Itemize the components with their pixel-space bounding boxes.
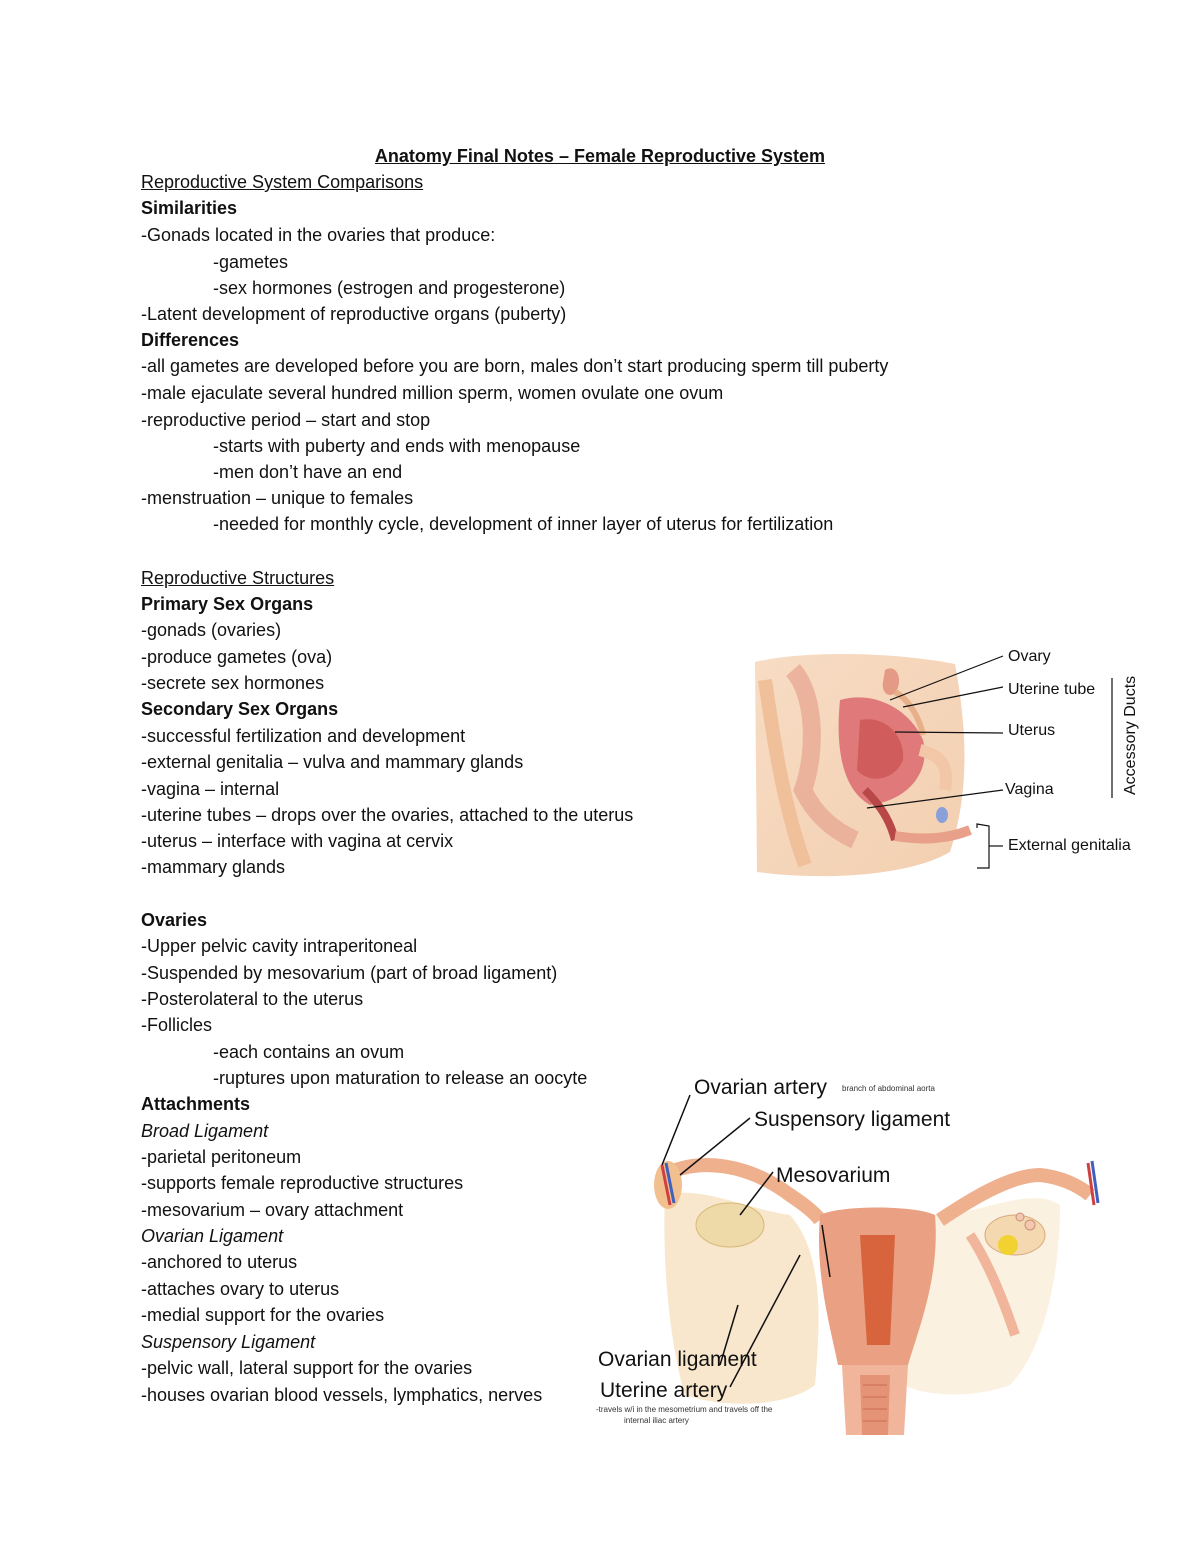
difference-line: -men don’t have an end: [213, 462, 403, 482]
difference-line: -needed for monthly cycle, development of inner layer of uterus for fertilization: [213, 514, 834, 534]
ovarian-line: -medial support for the ovaries: [141, 1305, 385, 1325]
ovaries-heading: Ovaries: [141, 910, 208, 930]
difference-line: -male ejaculate several hundred million sperm, women ovulate one ovum: [141, 383, 724, 403]
uterine-artery-label: Uterine artery: [600, 1379, 728, 1402]
difference-line: -starts with puberty and ends with menopause: [213, 436, 581, 456]
difference-line: -menstruation – unique to females: [141, 488, 414, 508]
similarity-line: -Gonads located in the ovaries that produce:: [141, 225, 496, 245]
suspensory-line: -houses ovarian blood vessels, lymphatics, nerves: [141, 1385, 543, 1405]
secondary-line: -external genitalia – vulva and mammary glands: [141, 752, 524, 772]
mesovarium-label: Mesovarium: [776, 1164, 891, 1187]
ovaries-line: -Upper pelvic cavity intraperitoneal: [141, 936, 418, 956]
secondary-heading: Secondary Sex Organs: [141, 699, 339, 719]
sagittal-illustration: [755, 654, 970, 876]
difference-line: -all gametes are developed before you are born, males don’t start producing sperm till puberty: [141, 356, 889, 376]
primary-line: -produce gametes (ova): [141, 647, 333, 667]
primary-line: -gonads (ovaries): [141, 620, 282, 640]
ovarian-artery-note: branch of abdominal aorta: [842, 1084, 935, 1093]
differences-heading: Differences: [141, 330, 240, 350]
broad-ligament-heading: Broad Ligament: [141, 1121, 269, 1141]
broad-line: -supports female reproductive structures: [141, 1173, 464, 1193]
ovarian-ligament-heading: Ovarian Ligament: [141, 1226, 284, 1246]
similarity-line: -Latent development of reproductive organs (puberty): [141, 304, 567, 324]
secondary-line: -vagina – internal: [141, 779, 280, 799]
accessory-ducts-label: Accessory Ducts: [1122, 675, 1139, 795]
broad-line: -parietal peritoneum: [141, 1147, 302, 1167]
ovarian-line: -anchored to uterus: [141, 1252, 298, 1272]
structures-heading: Reproductive Structures: [141, 568, 335, 588]
similarities-heading: Similarities: [141, 198, 238, 218]
uterine-artery-note-1: -travels w/i in the mesometrium and travels off the: [596, 1405, 773, 1414]
primary-line: -secrete sex hormones: [141, 673, 325, 693]
suspensory-line: -pelvic wall, lateral support for the ovaries: [141, 1358, 473, 1378]
vagina-label: Vagina: [1005, 781, 1054, 798]
uterus-label: Uterus: [1008, 722, 1056, 739]
difference-line: -reproductive period – start and stop: [141, 410, 431, 430]
ovaries-line: -Suspended by mesovarium (part of broad ligament): [141, 963, 558, 983]
anterior-diagram: [590, 1065, 1110, 1445]
attachments-heading: Attachments: [141, 1094, 251, 1114]
secondary-line: -uterus – interface with vagina at cervix: [141, 831, 454, 851]
secondary-line: -successful fertilization and development: [141, 726, 466, 746]
comparisons-heading: Reproductive System Comparisons: [141, 172, 424, 192]
ovarian-ligament-label: Ovarian ligament: [598, 1348, 757, 1371]
uterine-artery-note-2: internal iliac artery: [624, 1416, 689, 1425]
ovarian-artery-label: Ovarian artery: [694, 1076, 828, 1099]
broad-line: -mesovarium – ovary attachment: [141, 1200, 404, 1220]
ovaries-line: -each contains an ovum: [213, 1042, 405, 1062]
suspensory-ligament-label: Suspensory ligament: [754, 1108, 951, 1131]
primary-heading: Primary Sex Organs: [141, 594, 314, 614]
uterine-tube-label: Uterine tube: [1008, 681, 1096, 698]
suspensory-ligament-heading: Suspensory Ligament: [141, 1332, 316, 1352]
external-genitalia-label: External genitalia: [1008, 837, 1131, 854]
ovary-label: Ovary: [1008, 648, 1051, 665]
ovaries-line: -ruptures upon maturation to release an oocyte: [213, 1068, 588, 1088]
ovaries-line: -Follicles: [141, 1015, 213, 1035]
similarity-line: -gametes: [213, 252, 289, 272]
ovaries-line: -Posterolateral to the uterus: [141, 989, 364, 1009]
secondary-line: -uterine tubes – drops over the ovaries, attached to the uterus: [141, 805, 634, 825]
page-title: Anatomy Final Notes – Female Reproductive System: [374, 146, 826, 166]
secondary-line: -mammary glands: [141, 857, 286, 877]
similarity-line: -sex hormones (estrogen and progesterone): [213, 278, 566, 298]
ovarian-line: -attaches ovary to uterus: [141, 1279, 340, 1299]
sagittal-diagram: [745, 640, 1150, 885]
